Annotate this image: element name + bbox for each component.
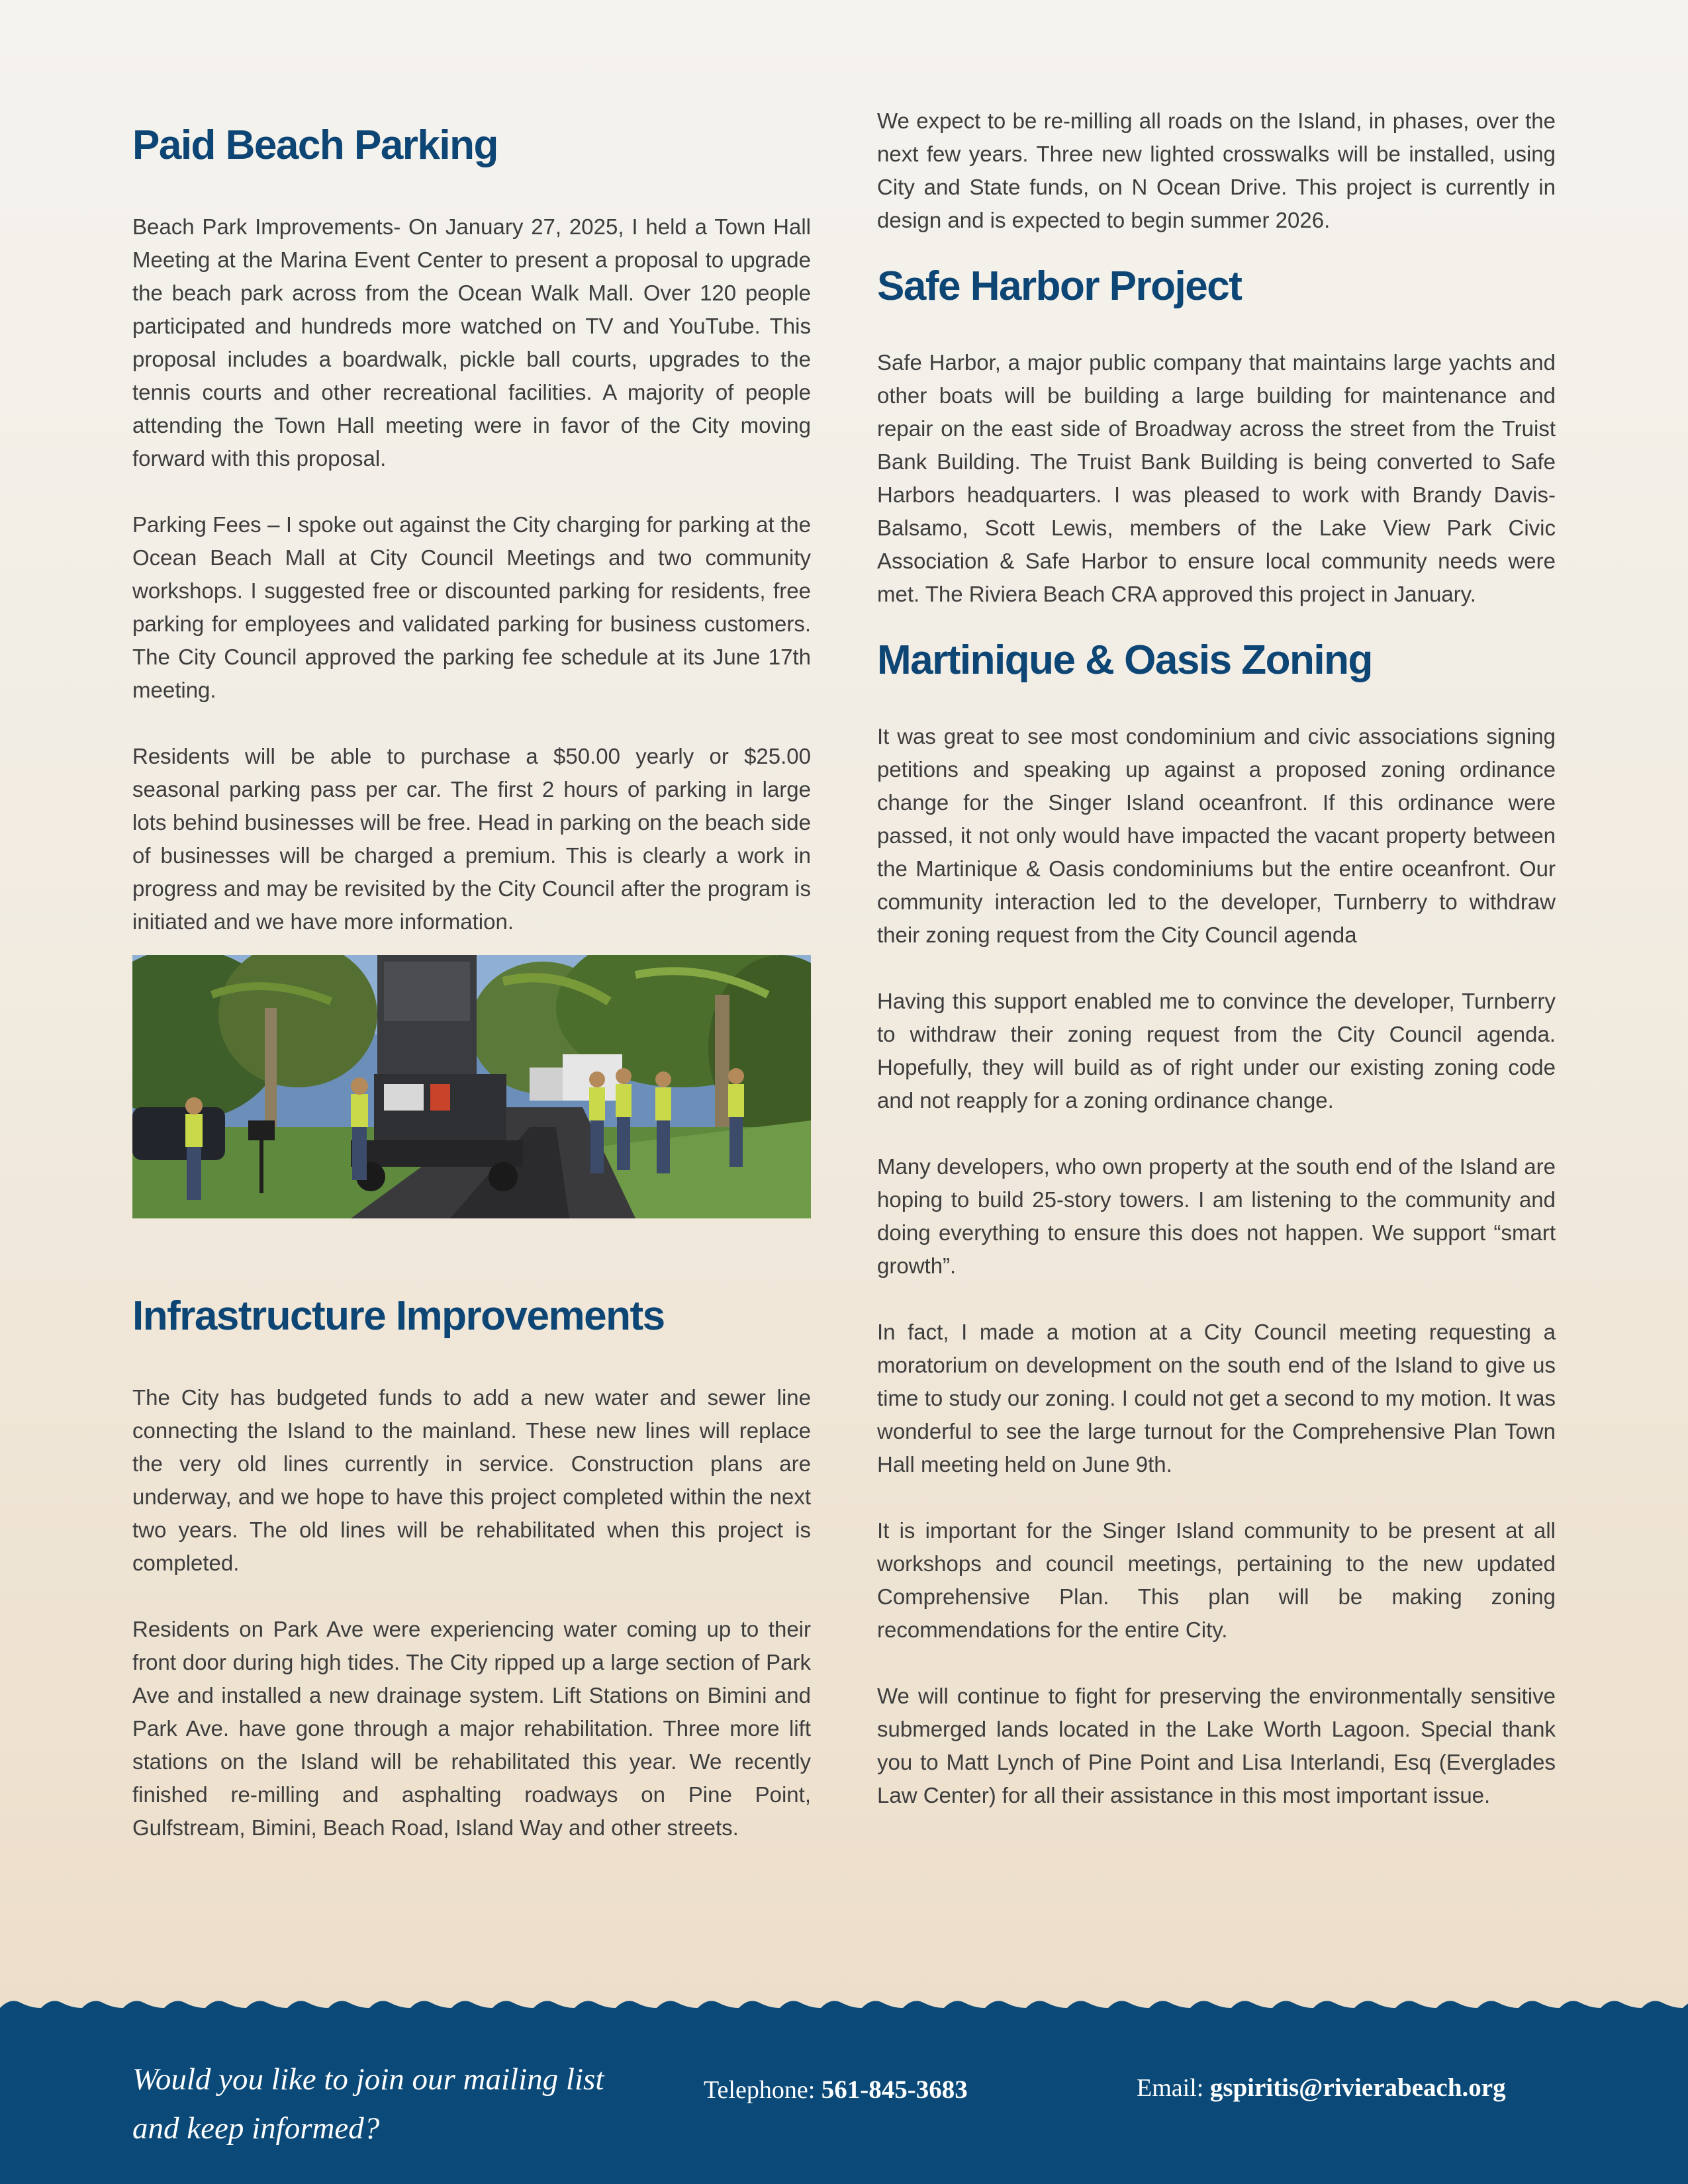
paragraph-parking-fees: Parking Fees – I spoke out against the City charging for parking at the Ocean Beach Mall at City Council Meetings and two community workshops. I suggested free or discounted parking for residents, free parking for employees and validated parking for business customers. The City Council approved the parking fee schedule at its June 17th meeting. [132, 512, 811, 702]
left-column [132, 119, 811, 1844]
heading-infrastructure-improvements: Infrastructure Improvements [132, 1293, 665, 1339]
paragraph-water-sewer-line: The City has budgeted funds to add a new water and sewer line connecting the Island to the mainland. These new lines will replace the very old lines currently in service. Construction plans are underway, and we hope to have this project completed within the next two years. The old lines will be rehabilitated when this project is completed. [132, 1385, 811, 1575]
paragraph-smart-growth: Many developers, who own property at the south end of the Island are hoping to build 25-story towers. I am listening to the community and doing everything to ensure this does not happen. We support “smart growth”. [877, 1154, 1556, 1278]
email-label: Email: [1137, 2074, 1204, 2102]
footer-banner [0, 1992, 1688, 2184]
paragraph-lake-worth-lagoon: We will continue to fight for preserving the environmentally sensitive submerged lands located in the Lake Worth Lagoon. Special thank you to Matt Lynch of Pine Point and Lisa Interlandi, Esq (Everglades Law Center) for all their assistance in this most important issue. [877, 1684, 1556, 1807]
email-address-link[interactable]: gspiritis@rivierabeach.org [1209, 2073, 1506, 2102]
telephone-contact [704, 2075, 968, 2105]
heading-paid-beach-parking: Paid Beach Parking [132, 122, 498, 168]
telephone-label: Telephone: [704, 2076, 816, 2104]
email-contact [1137, 2073, 1506, 2103]
paragraph-zoning-petitions: It was great to see most condominium and civic associations signing petitions and speaking up against a proposed zoning ordinance change for the Singer Island oceanfront. If this ordinance were passed, it not only would have impacted the vacant property between the Martinique & Oasis condominiums but the entire oceanfront. Our community interaction led to the developer, Turnberry to withdraw their zoning request from the City Council agenda [877, 724, 1556, 947]
mailing-list-prompt [132, 2055, 675, 2153]
road-crew-illustration [132, 955, 811, 1218]
paragraph-safe-harbor: Safe Harbor, a major public company that maintains large yachts and other boats will be building a large building for maintenance and repair on the east side of Broadway across the street from the Truist Bank Building. The Truist Bank Building is being converted to Safe Harbors headquarters. I was pleased to work with Brandy Davis-Balsamo, Scott Lewis, members of the Lake View Park Civic Association & Safe Harbor to ensure local community needs were met. The Riviera Beach CRA approved this project in January. [877, 350, 1556, 606]
paragraph-turnberry-withdraw: Having this support enabled me to convince the developer, Turnberry to withdraw their zoning request from the City Council agenda. Hopefully, they will build as of right under our existing zoning code and not reapply for a zoning ordinance change. [877, 989, 1556, 1113]
paragraph-road-remilling: We expect to be re-milling all roads on the Island, in phases, over the next few years. Three new lighted crosswalks will be installed, using City and State funds, on N Ocean Drive. This project is currently in design and is expected to begin summer 2026. [877, 109, 1556, 232]
paragraph-parking-pass: Residents will be able to purchase a $50.00 yearly or $25.00 seasonal parking pass per car. The first 2 hours of parking in large lots behind businesses will be free. Head in parking on the beach side of businesses will be charged a premium. This is clearly a work in progress and may be revisited by the City Council after the program is initiated and we have more information. [132, 744, 811, 934]
mailing-list-line-1: Would you like to join our mailing list [132, 2062, 604, 2097]
telephone-number[interactable]: 561-845-3683 [821, 2075, 968, 2104]
mailing-list-line-2: and keep informed? [132, 2111, 380, 2146]
heading-martinique-oasis-zoning: Martinique & Oasis Zoning [877, 637, 1372, 683]
heading-safe-harbor-project: Safe Harbor Project [877, 263, 1242, 309]
paragraph-beach-park-improvements: Beach Park Improvements- On January 27, 2025, I held a Town Hall Meeting at the Marina Event Center to present a proposal to upgrade the beach park across from the Ocean Walk Mall. Over 120 people participated and hundreds more watched on TV and YouTube. This proposal includes a boardwalk, pickle ball courts, upgrades to the tennis courts and other recreational facilities. A majority of people attending the Town Hall meeting were in favor of the City moving forward with this proposal. [132, 214, 811, 471]
paragraph-moratorium-motion: In fact, I made a motion at a City Council meeting requesting a moratorium on development on the south end of the Island to give us time to study our zoning. I could not get a second to my motion. It was wonderful to see the large turnout for the Comprehensive Plan Town Hall meeting held on June 9th. [877, 1320, 1556, 1477]
road-crew-photo [132, 955, 811, 1218]
paragraph-comprehensive-plan: It is important for the Singer Island community to be present at all workshops and council meetings, pertaining to the new updated Comprehensive Plan. This plan will be making zoning recommendations for the entire City. [877, 1518, 1556, 1642]
paragraph-park-ave-drainage: Residents on Park Ave were experiencing water coming up to their front door during high tides. The City ripped up a large section of Park Ave and installed a new drainage system. Lift Stations on Bimini and Park Ave. have gone through a major rehabilitation. Three more lift stations on the Island will be rehabilitated this year. We recently finished re-milling and asphalting roadways on Pine Point, Gulfstream, Bimini, Beach Road, Island Way and other streets. [132, 1617, 811, 1840]
right-column [877, 105, 1556, 1812]
